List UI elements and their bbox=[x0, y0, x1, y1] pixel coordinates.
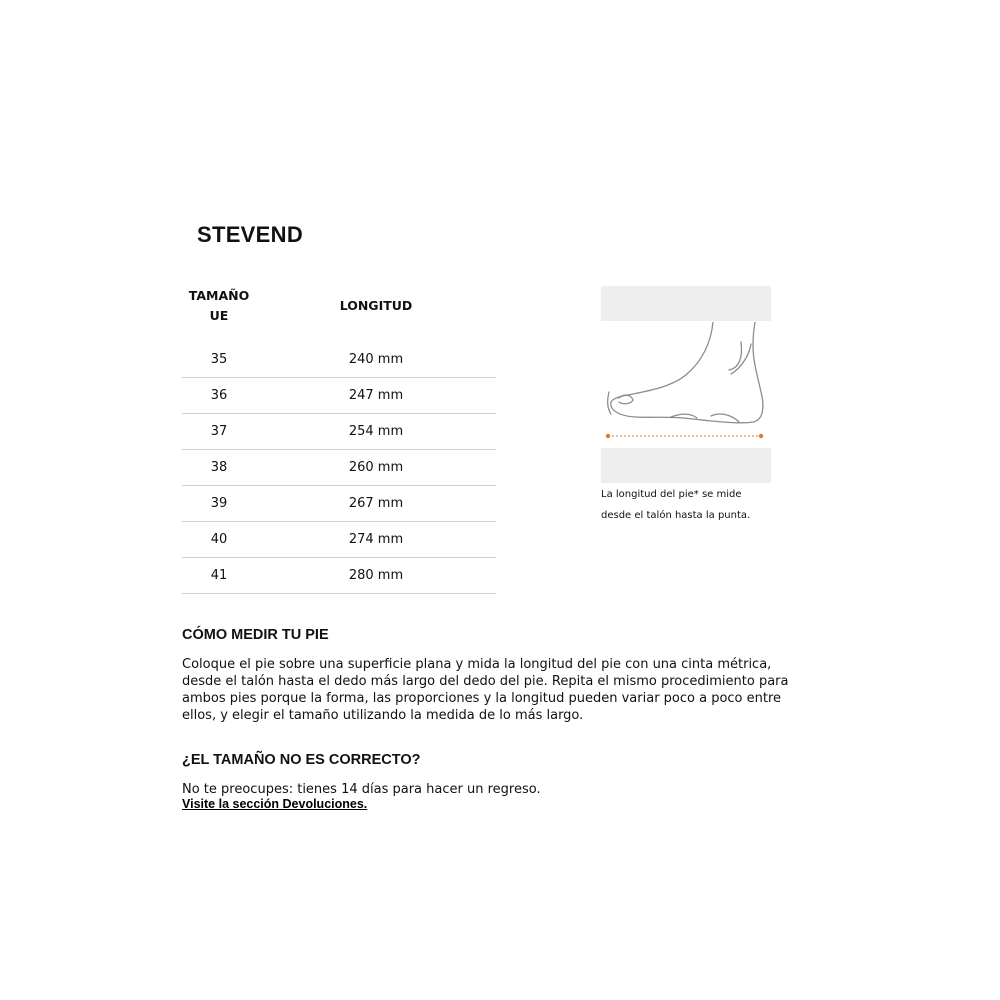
size-row bbox=[182, 486, 496, 522]
length-cell: 267 mm bbox=[348, 496, 404, 511]
measure-line: ellos, y elegir el tamaño utilizando la medida de lo más largo. bbox=[182, 708, 584, 723]
header-length: LONGITUD bbox=[339, 298, 413, 313]
size-cell: 39 bbox=[210, 496, 228, 511]
size-table-body bbox=[182, 342, 496, 594]
foot-measure-caption bbox=[601, 484, 801, 526]
length-cell: 254 mm bbox=[348, 424, 404, 439]
illustration-band-top bbox=[601, 286, 771, 321]
size-cell: 41 bbox=[210, 568, 228, 583]
size-table-header bbox=[182, 284, 496, 342]
measure-line: desde el talón hasta el dedo más largo del dedo del pie. Repita el mismo procedimiento para bbox=[182, 674, 789, 689]
foot-measure-illustration bbox=[601, 286, 771, 483]
length-cell: 280 mm bbox=[348, 568, 404, 583]
foot-side-view-icon bbox=[601, 322, 771, 448]
caption-line-1: La longitud del pie* se mide bbox=[601, 489, 742, 500]
measure-line: ambos pies porque la forma, las proporciones y la longitud pueden variar poco a poco entre bbox=[182, 691, 782, 706]
size-row bbox=[182, 414, 496, 450]
length-cell: 240 mm bbox=[348, 352, 404, 367]
measure-line: Coloque el pie sobre una superficie plana y mida la longitud del pie con una cinta métrica, bbox=[182, 657, 772, 672]
size-cell: 37 bbox=[210, 424, 228, 439]
how-to-measure-title: CÓMO MEDIR TU PIE bbox=[182, 627, 329, 643]
returns-link[interactable]: Visite la sección Devoluciones. bbox=[182, 797, 368, 811]
brand-title: STEVEND bbox=[197, 222, 304, 247]
size-row bbox=[182, 558, 496, 594]
how-to-measure-text bbox=[182, 656, 789, 724]
wrong-size-text: No te preocupes: tienes 14 días para hacer un regreso. bbox=[182, 782, 541, 797]
size-cell: 35 bbox=[210, 352, 228, 367]
caption-line-2: desde el talón hasta la punta. bbox=[601, 510, 751, 521]
size-row bbox=[182, 342, 496, 378]
length-cell: 247 mm bbox=[348, 388, 404, 403]
size-cell: 36 bbox=[210, 388, 228, 403]
length-cell: 274 mm bbox=[348, 532, 404, 547]
size-row bbox=[182, 378, 496, 414]
illustration-band-bottom bbox=[601, 448, 771, 483]
size-row bbox=[182, 522, 496, 558]
size-row bbox=[182, 450, 496, 486]
wrong-size-title: ¿EL TAMAÑO NO ES CORRECTO? bbox=[182, 752, 421, 768]
size-cell: 38 bbox=[210, 460, 228, 475]
header-eu-size: TAMAÑO UE bbox=[188, 288, 250, 323]
size-cell: 40 bbox=[210, 532, 228, 547]
size-table bbox=[182, 284, 496, 594]
length-cell: 260 mm bbox=[348, 460, 404, 475]
